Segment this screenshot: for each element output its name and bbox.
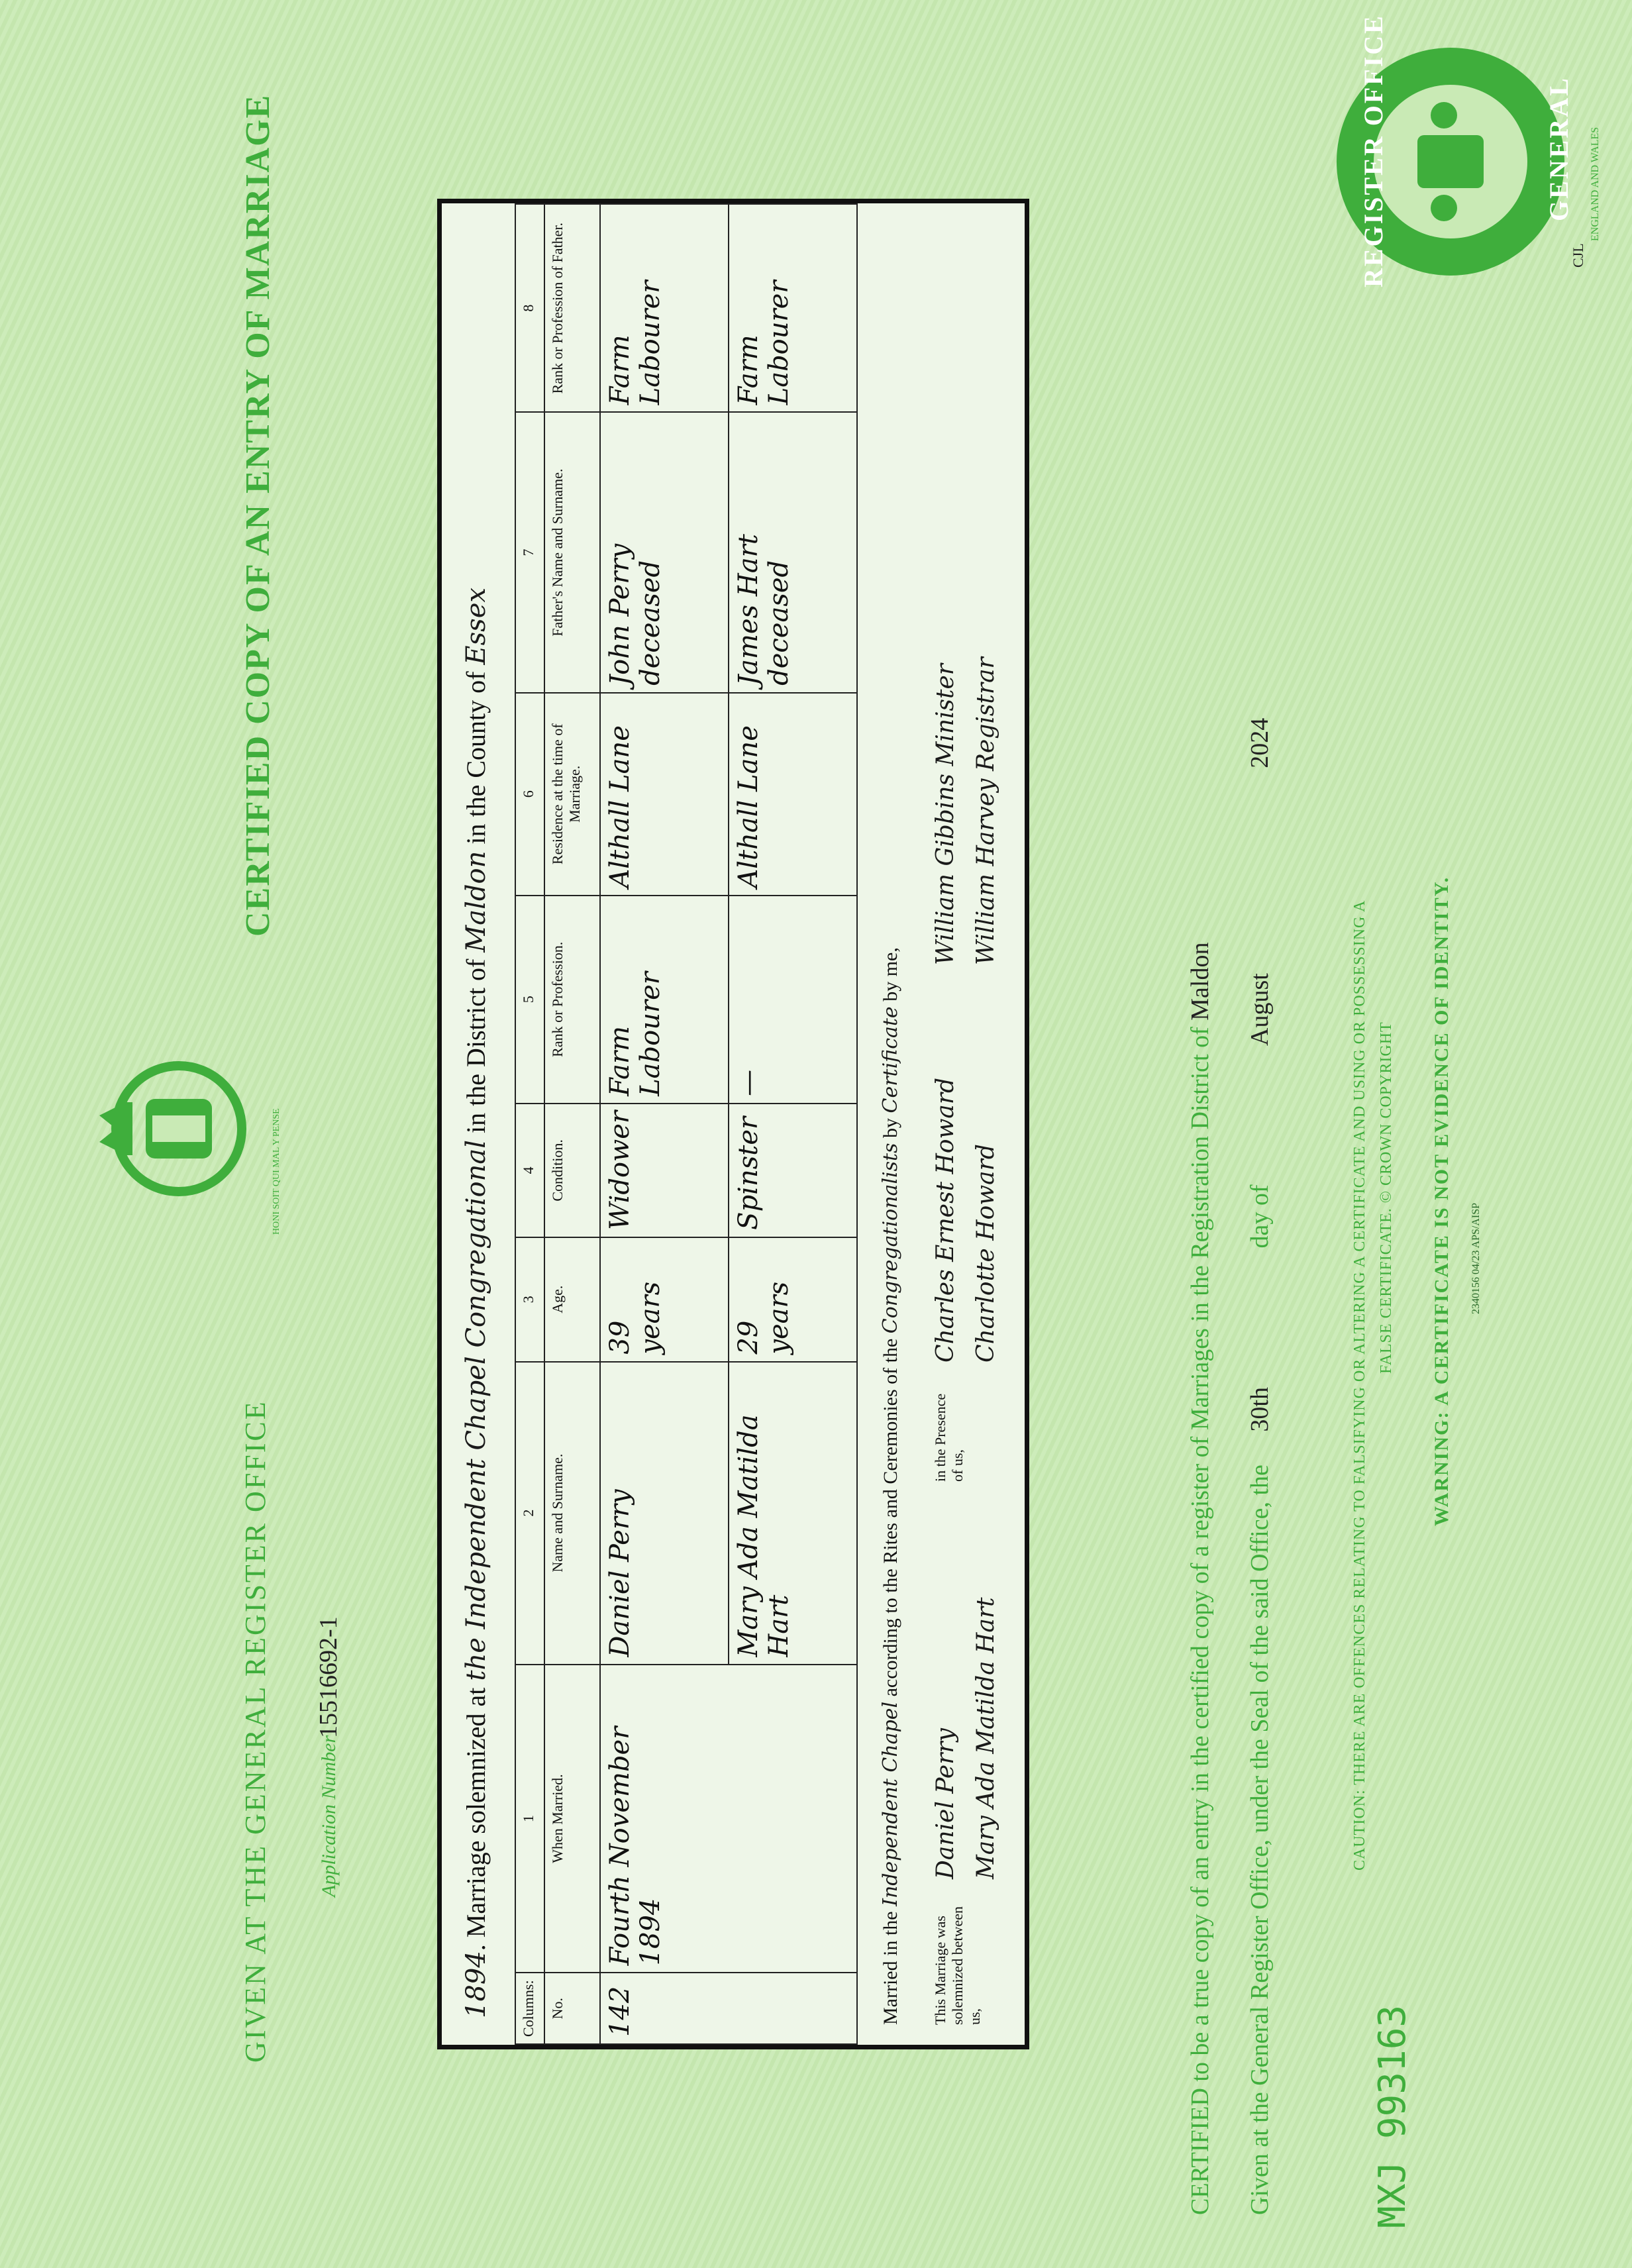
groom-rank: Farm Labourer [600,896,729,1104]
seal-initials: CJL [1570,243,1586,268]
col-number: 6 [515,693,544,896]
application-number: 15516692-1 [315,1616,342,1738]
col-number: 3 [515,1237,544,1362]
given-at-text: GIVEN AT THE GENERAL REGISTER OFFICE [239,1400,272,2063]
bride-signature: Mary Ada Matilda Hart [972,1597,999,1879]
register-entry [437,199,1029,2049]
header-when: When Married. [544,1665,600,1973]
groom-residence: Althall Lane [600,693,729,896]
header-father-rank: Rank or Profession of Father. [544,204,600,412]
register-table [515,203,858,2045]
groom-condition: Widower [600,1104,729,1237]
warning-text: WARNING: A CERTIFICATE IS NOT EVIDENCE OF IDENTITY. [1431,876,1453,1526]
married-in-line: Married in the Independent Chapel according to the Rites and Ceremonies of the Congregationalists by Certificate by me, [879,947,902,2025]
col-number: 4 [515,1104,544,1237]
groom-signature: Daniel Perry [932,1728,959,1879]
groom-age: 39 years [600,1237,729,1362]
col-number: 5 [515,896,544,1104]
header-residence: Residence at the time of Marriage. [544,693,600,896]
columns-label: Columns: [515,1973,544,2044]
col-number: 2 [515,1362,544,1665]
solemnized-label: This Marriage was solemnized between us, [932,1906,983,2025]
seal-text-side: ENGLAND AND WALES [1590,127,1601,241]
given-line: Given at the General Register Office, under the Seal of the said Office, the 30th day of August 2024 [1246,717,1274,2215]
col-number: 7 [515,412,544,693]
groom-name: Daniel Perry [600,1362,729,1665]
table-row [600,204,729,2044]
bride-age: 29 years [729,1237,857,1362]
groom-father: John Perry deceased [600,412,729,693]
bride-residence: Althall Lane [729,693,857,896]
col-number: 1 [515,1665,544,1973]
witness-1: Charles Ernest Howard [932,1077,959,1363]
bride-condition: Spinster [729,1104,857,1237]
groom-father-rank: Farm Labourer [600,204,729,412]
royal-crest-icon [79,1043,265,1215]
header-condition: Condition. [544,1104,600,1237]
caution-line-1: CAUTION: THERE ARE OFFENCES RELATING TO FALSIFYING OR ALTERING A CERTIFICATE AND USING OR POSSESSING A [1351,900,1368,1871]
certified-line: CERTIFIED to be a true copy of an entry in the certified copy of a register of Marriages in the Registration District of Maldon [1186,942,1214,2215]
header-father: Father's Name and Surname. [544,412,600,693]
header-age: Age. [544,1237,600,1362]
header-name: Name and Surname. [544,1362,600,1665]
application-number-label: Application Number [318,1735,340,1897]
bride-father-rank: Farm Labourer [729,204,857,412]
entry-heading: 1894. Marriage solemnized at the Independent Chapel Congregational in the District of Maldon in the County of Essex [461,588,491,2018]
bride-father: James Hart deceased [729,412,857,693]
serial-number: MXJ 993163 [1371,2004,1414,2228]
bride-name: Mary Ada Matilda Hart [729,1362,857,1665]
header-rank: Rank or Profession. [544,896,600,1104]
signatures-block [932,568,999,2025]
presence-label: in the Presence of us, [932,1393,966,1482]
crest-motto: HONI SOIT QUI MAL Y PENSE [272,1108,281,1235]
form-code: 2340156 04/23 APS/AISP [1470,1202,1482,1314]
entry-number: 142 [600,1973,857,2044]
col-number: 8 [515,204,544,412]
seal-text-bottom: GENERAL [1544,76,1574,221]
header-no: No. [544,1973,600,2044]
seal-text-top: REGISTER OFFICE [1358,14,1388,287]
caution-line-2: FALSE CERTIFICATE. © CROWN COPYRIGHT [1378,1021,1395,1374]
certificate-title: CERTIFIED COPY OF AN ENTRY OF MARRIAGE [239,93,277,937]
witness-2: Charlotte Howard [972,1144,999,1363]
registrar-signature: William Harvey Registrar [972,657,999,965]
bride-rank: — [729,896,857,1104]
minister-signature: William Gibbins Minister [932,664,959,965]
when-married: Fourth November 1894 [600,1665,857,1973]
